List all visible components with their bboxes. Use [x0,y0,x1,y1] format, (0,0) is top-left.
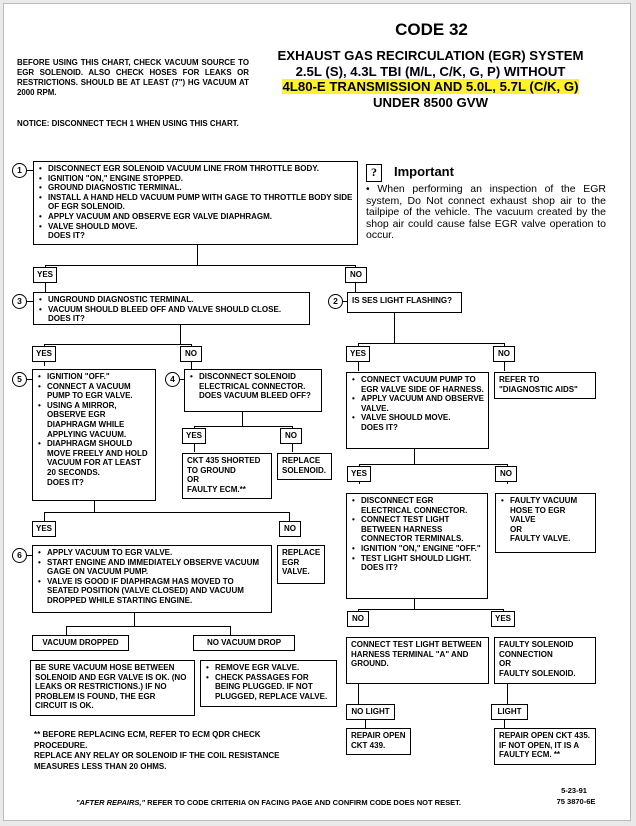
step-1-list [38,164,353,241]
faulty-vacuum-hose-box [495,493,596,553]
list-item: • CHECK PASSAGES FOR BEING PLUGGED. IF NOT PLUGGED, REPLACE VALVE. [205,673,332,702]
highlight-mark: 4L80-E TRANSMISSION AND 5.0L, 5.7L (C/K, G) [282,79,579,94]
info-icon: ? [366,164,382,182]
list-item: • CONNECT VACUUM PUMP TO EGR VALVE SIDE OF HARNESS. [351,375,484,394]
yes-label: YES [32,346,56,362]
title-line-4: UNDER 8500 GVW [372,94,489,110]
list-item: • CONNECT A VACUUM PUMP TO EGR VALVE. [37,382,151,401]
step-number-3: 3 [12,294,27,309]
yes-label: YES [347,466,371,482]
repair-open-ckt439-box: REPAIR OPEN CKT 439. [346,728,411,755]
step-2-box [347,292,462,313]
yes-label: YES [182,428,206,444]
list-item: • GROUND DIAGNOSTIC TERMINAL. [38,183,353,193]
step-number-2: 2 [328,294,343,309]
yes-label: YES [32,521,56,537]
step-2-question: IS SES LIGHT FLASHING? [352,296,453,305]
list-item: • REMOVE EGR VALVE. [205,663,332,673]
list-item: • APPLY VACUUM TO EGR VALVE. [37,548,267,558]
doc-number: 75 3870-6E [556,797,596,806]
list-item: • IGNITION "ON," ENGINE "OFF." [351,544,483,554]
no-light-label: NO LIGHT [346,704,395,720]
list-item: • DISCONNECT EGR SOLENOID VACUUM LINE FROM THROTTLE BODY. [38,164,353,174]
yes-label: YES [33,267,57,283]
step-number-6: 6 [12,548,27,563]
step-3-box [33,292,310,325]
no-label: NO [495,466,517,482]
list-item: • DISCONNECT SOLENOID ELECTRICAL CONNECTOR. DOES VACUUM BLEED OFF? [189,372,317,401]
chart-title [252,48,609,110]
code-number: CODE 32 [395,20,468,39]
important-title: Important [394,164,454,179]
doc-date: 5-23-91 [561,786,587,795]
list-item: • DIAPHRAGM SHOULD MOVE FREELY AND HOLD VACUUM FOR AT LEAST 20 SECONDS. DOES IT? [37,439,151,487]
replace-egr-valve-box: REPLACE EGR VALVE. [277,545,325,584]
list-item: • IGNITION "ON," ENGINE STOPPED. [38,174,353,184]
list-item: • INSTALL A HAND HELD VACUUM PUMP WITH GAGE TO THROTTLE BODY SIDE OF EGR SOLENOID. [38,193,353,212]
no-label: NO [180,346,202,362]
connect-test-light-box: CONNECT TEST LIGHT BETWEEN HARNESS TERMINAL "A" AND GROUND. [346,637,489,684]
list-item: • DISCONNECT EGR ELECTRICAL CONNECTOR. [351,496,483,515]
list-item: • IGNITION "OFF." [37,372,151,382]
bullet-icon: • [366,183,378,195]
no-label: NO [279,521,301,537]
no-label: NO [493,346,515,362]
list-item: • VACUUM SHOULD BLEED OFF AND VALVE SHOULD CLOSE. DOES IT? [38,305,305,324]
ecm-footnote: ** BEFORE REPLACING ECM, REFER TO ECM QDR CHECK PROCEDURE. REPLACE ANY RELAY OR SOLENOID IF THE COIL RESISTANCE MEASURES LESS THAN 20 OHMS. [34,730,280,771]
repair-open-ckt435-box: REPAIR OPEN CKT 435. IF NOT OPEN, IT IS A FAULTY ECM. ** [494,728,596,765]
no-vacuum-drop-label: NO VACUUM DROP [193,635,295,651]
step-number-4: 4 [165,372,180,387]
no-label: NO [347,611,369,627]
no-label: NO [345,267,367,283]
light-label: LIGHT [491,704,528,720]
step-5-box [32,369,156,501]
list-item: • FAULTY VACUUM HOSE TO EGR VALVE OR FAULTY VALVE. [500,496,591,544]
yes-label: YES [346,346,370,362]
disconnect-egr-connector-box [346,493,488,599]
list-item: • APPLY VACUUM AND OBSERVE VALVE. [351,394,484,413]
vacuum-dropped-label: VACUUM DROPPED [32,635,129,651]
be-sure-vacuum-hose-box: BE SURE VACUUM HOSE BETWEEN SOLENOID AND EGR VALVE IS OK. (NO LEAKS OR RESTRICTIONS.) IF NO PROBLEM IS FOUND, THE EGR CIRCUIT IS OK. [30,660,195,716]
replace-solenoid-box: REPLACE SOLENOID. [277,453,332,480]
list-item: • VALVE SHOULD MOVE. DOES IT? [38,222,353,241]
ckt435-shorted-box: CKT 435 SHORTED TO GROUND OR FAULTY ECM.** [182,453,272,499]
step-6-box [32,545,272,613]
important-text: • When performing an inspection of the EGR system, Do Not connect exhaust shop air to the tailpipe of the vehicle. The vacuum created by the shop air could cause false EGR valve operation to occur. [366,183,607,242]
step-4-box [184,369,322,412]
intro-before-text: BEFORE USING THIS CHART, CHECK VACUUM SOURCE TO EGR SOLENOID. ALSO CHECK HOSES FOR LEAKS OR RESTRICTIONS. SHOULD BE AT LEAST (7") HG VACUUM AT 2000 RPM. [17,58,249,97]
refer-diagnostic-aids-box: REFER TO "DIAGNOSTIC AIDS" [494,372,596,399]
no-label: NO [280,428,302,444]
title-line-3-highlighted [252,79,609,95]
yes-label: YES [491,611,515,627]
remove-egr-valve-box [200,660,337,707]
faulty-solenoid-connection-box: FAULTY SOLENOID CONNECTION OR FAULTY SOLENOID. [494,637,596,684]
after-repairs-note: "AFTER REPAIRS," REFER TO CODE CRITERIA ON FACING PAGE AND CONFIRM CODE DOES NOT RESET. [76,798,461,807]
list-item: • UNGROUND DIAGNOSTIC TERMINAL. [38,295,305,305]
title-line-2: 2.5L (S), 4.3L TBI (M/L, C/K, G, P) WITHOUT [295,63,566,79]
connect-vacuum-pump-box [346,372,489,449]
list-item: • START ENGINE AND IMMEDIATELY OBSERVE VACUUM GAGE ON VACUUM PUMP. [37,558,267,577]
list-item: • VALVE IS GOOD IF DIAPHRAGM HAS MOVED TO SEATED POSITION (VALVE CLOSED) AND VACUUM DROPPED WHILE STARTING ENGINE. [37,577,267,606]
list-item: • USING A MIRROR, OBSERVE EGR DIAPHRAGM WHILE APPLYING VACUUM. [37,401,151,439]
title-line-1: EXHAUST GAS RECIRCULATION (EGR) SYSTEM [277,48,584,63]
after-repairs-emphasis: "AFTER REPAIRS," [76,798,146,807]
list-item: • VALVE SHOULD MOVE. DOES IT? [351,413,484,432]
step-number-5: 5 [12,372,27,387]
list-item: • APPLY VACUUM AND OBSERVE EGR VALVE DIAPHRAGM. [38,212,353,222]
list-item: • CONNECT TEST LIGHT BETWEEN HARNESS CONNECTOR TERMINALS. [351,515,483,544]
notice-text: NOTICE: DISCONNECT TECH 1 WHEN USING THIS CHART. [17,119,239,128]
list-item: • TEST LIGHT SHOULD LIGHT. DOES IT? [351,554,483,573]
step-number-1: 1 [12,163,27,178]
diagnostic-chart-page [3,3,631,821]
step-1-box [33,161,358,245]
